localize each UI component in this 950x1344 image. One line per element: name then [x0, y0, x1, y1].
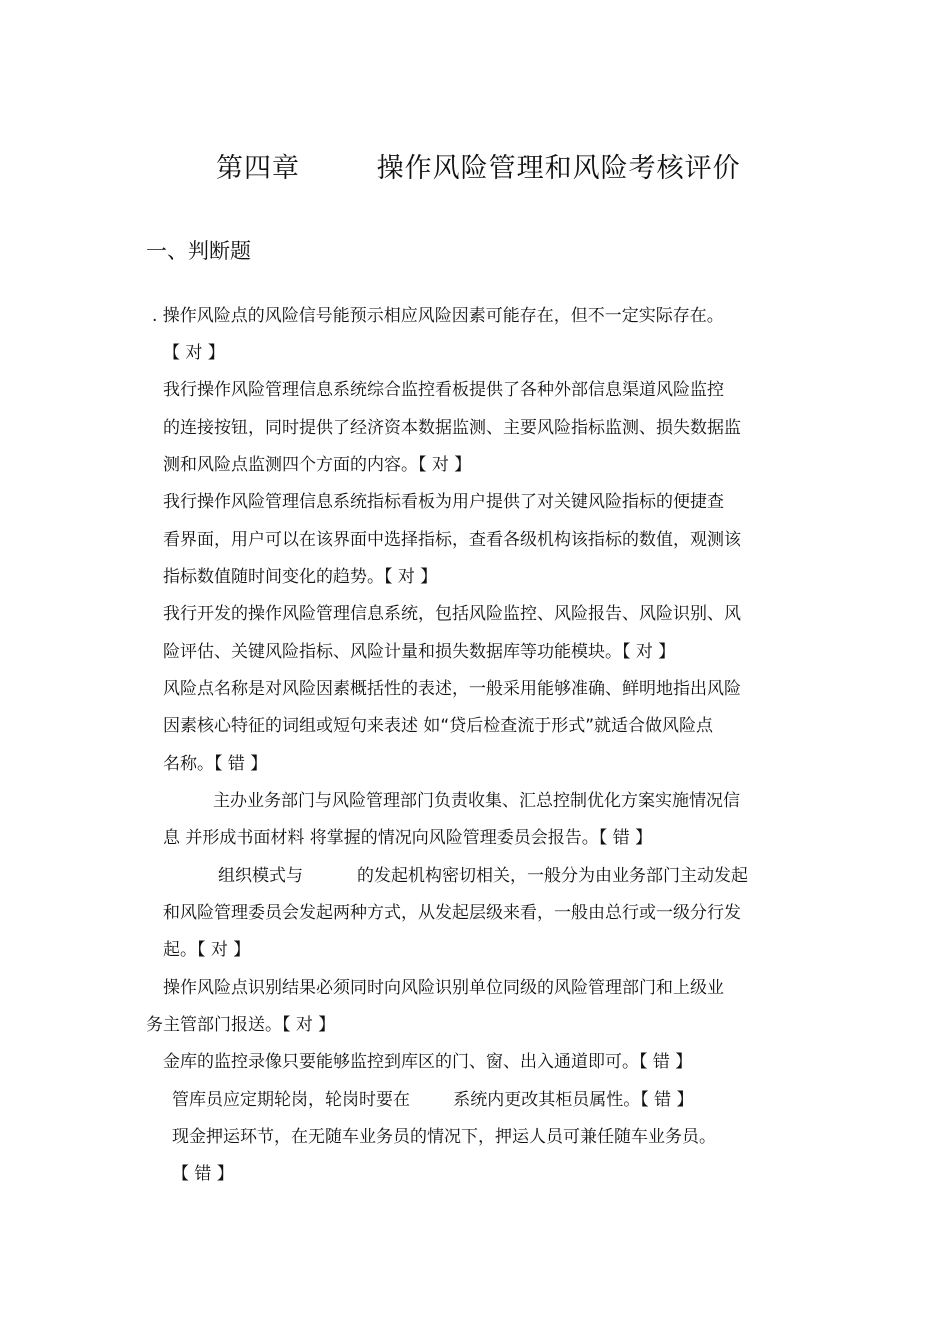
- text-line: 起。【 对 】: [163, 940, 251, 960]
- section-heading: 一、判断题: [146, 239, 251, 263]
- text-line: 指标数值随时间变化的趋势。【 对 】: [163, 567, 438, 587]
- text-line: . 操作风险点的风险信号能预示相应风险因素可能存在，但不一定实际存在。: [152, 306, 724, 326]
- text-line: 测和风险点监测四个方面的内容。【 对 】: [163, 455, 472, 475]
- text-line: 看界面，用户可以在该界面中选择指标，查看各级机构该指标的数值，观测该: [163, 530, 741, 550]
- text-line: 操作风险点识别结果必须同时向风险识别单位同级的风险管理部门和上级业: [163, 978, 724, 998]
- text-line: 主办业务部门与风险管理部门负责收集、汇总控制优化方案实施情况信: [213, 791, 740, 811]
- text-line: 组织模式与 的发起机构密切相关，一般分为由业务部门主动发起: [218, 866, 749, 886]
- text-line: 【 错 】: [172, 1164, 234, 1184]
- text-line: 险评估、关键风险指标、风险计量和损失数据库等功能模块。【 对 】: [163, 642, 676, 662]
- text-line: 我行操作风险管理信息系统指标看板为用户提供了对关键风险指标的便捷查: [163, 492, 724, 512]
- text-line: 【 对 】: [163, 343, 225, 363]
- text-line: 和风险管理委员会发起两种方式，从发起层级来看，一般由总行或一级分行发: [163, 903, 741, 923]
- page-title: 第四章 操作风险管理和风险考核评价: [216, 153, 741, 184]
- text-line: 息 并形成书面材料 将掌握的情况向风险管理委员会报告。【 错 】: [163, 828, 653, 848]
- text-line: 我行操作风险管理信息系统综合监控看板提供了各种外部信息渠道风险监控: [163, 380, 724, 400]
- text-line: 风险点名称是对风险因素概括性的表述，一般采用能够准确、鲜明地指出风险: [163, 679, 741, 699]
- text-line: 的连接按钮，同时提供了经济资本数据监测、主要风险指标监测、损失数据监: [163, 418, 741, 438]
- text-line: 务主管部门报送。【 对 】: [146, 1015, 336, 1035]
- text-line: 金库的监控录像只要能够监控到库区的门、窗、出入通道即可。【 错 】: [163, 1052, 693, 1072]
- text-line: 管库员应定期轮岗，轮岗时要在 系统内更改其柜员属性。【 错 】: [172, 1090, 694, 1110]
- text-line: 现金押运环节，在无随车业务员的情况下，押运人员可兼任随车业务员。: [172, 1127, 716, 1147]
- text-line: 名称。【 错 】: [163, 754, 268, 774]
- text-line: 因素核心特征的词组或短句来表述 如“贷后检查流于形式”就适合做风险点: [163, 716, 714, 736]
- text-line: 我行开发的操作风险管理信息系统，包括风险监控、风险报告、风险识别、风: [163, 604, 741, 624]
